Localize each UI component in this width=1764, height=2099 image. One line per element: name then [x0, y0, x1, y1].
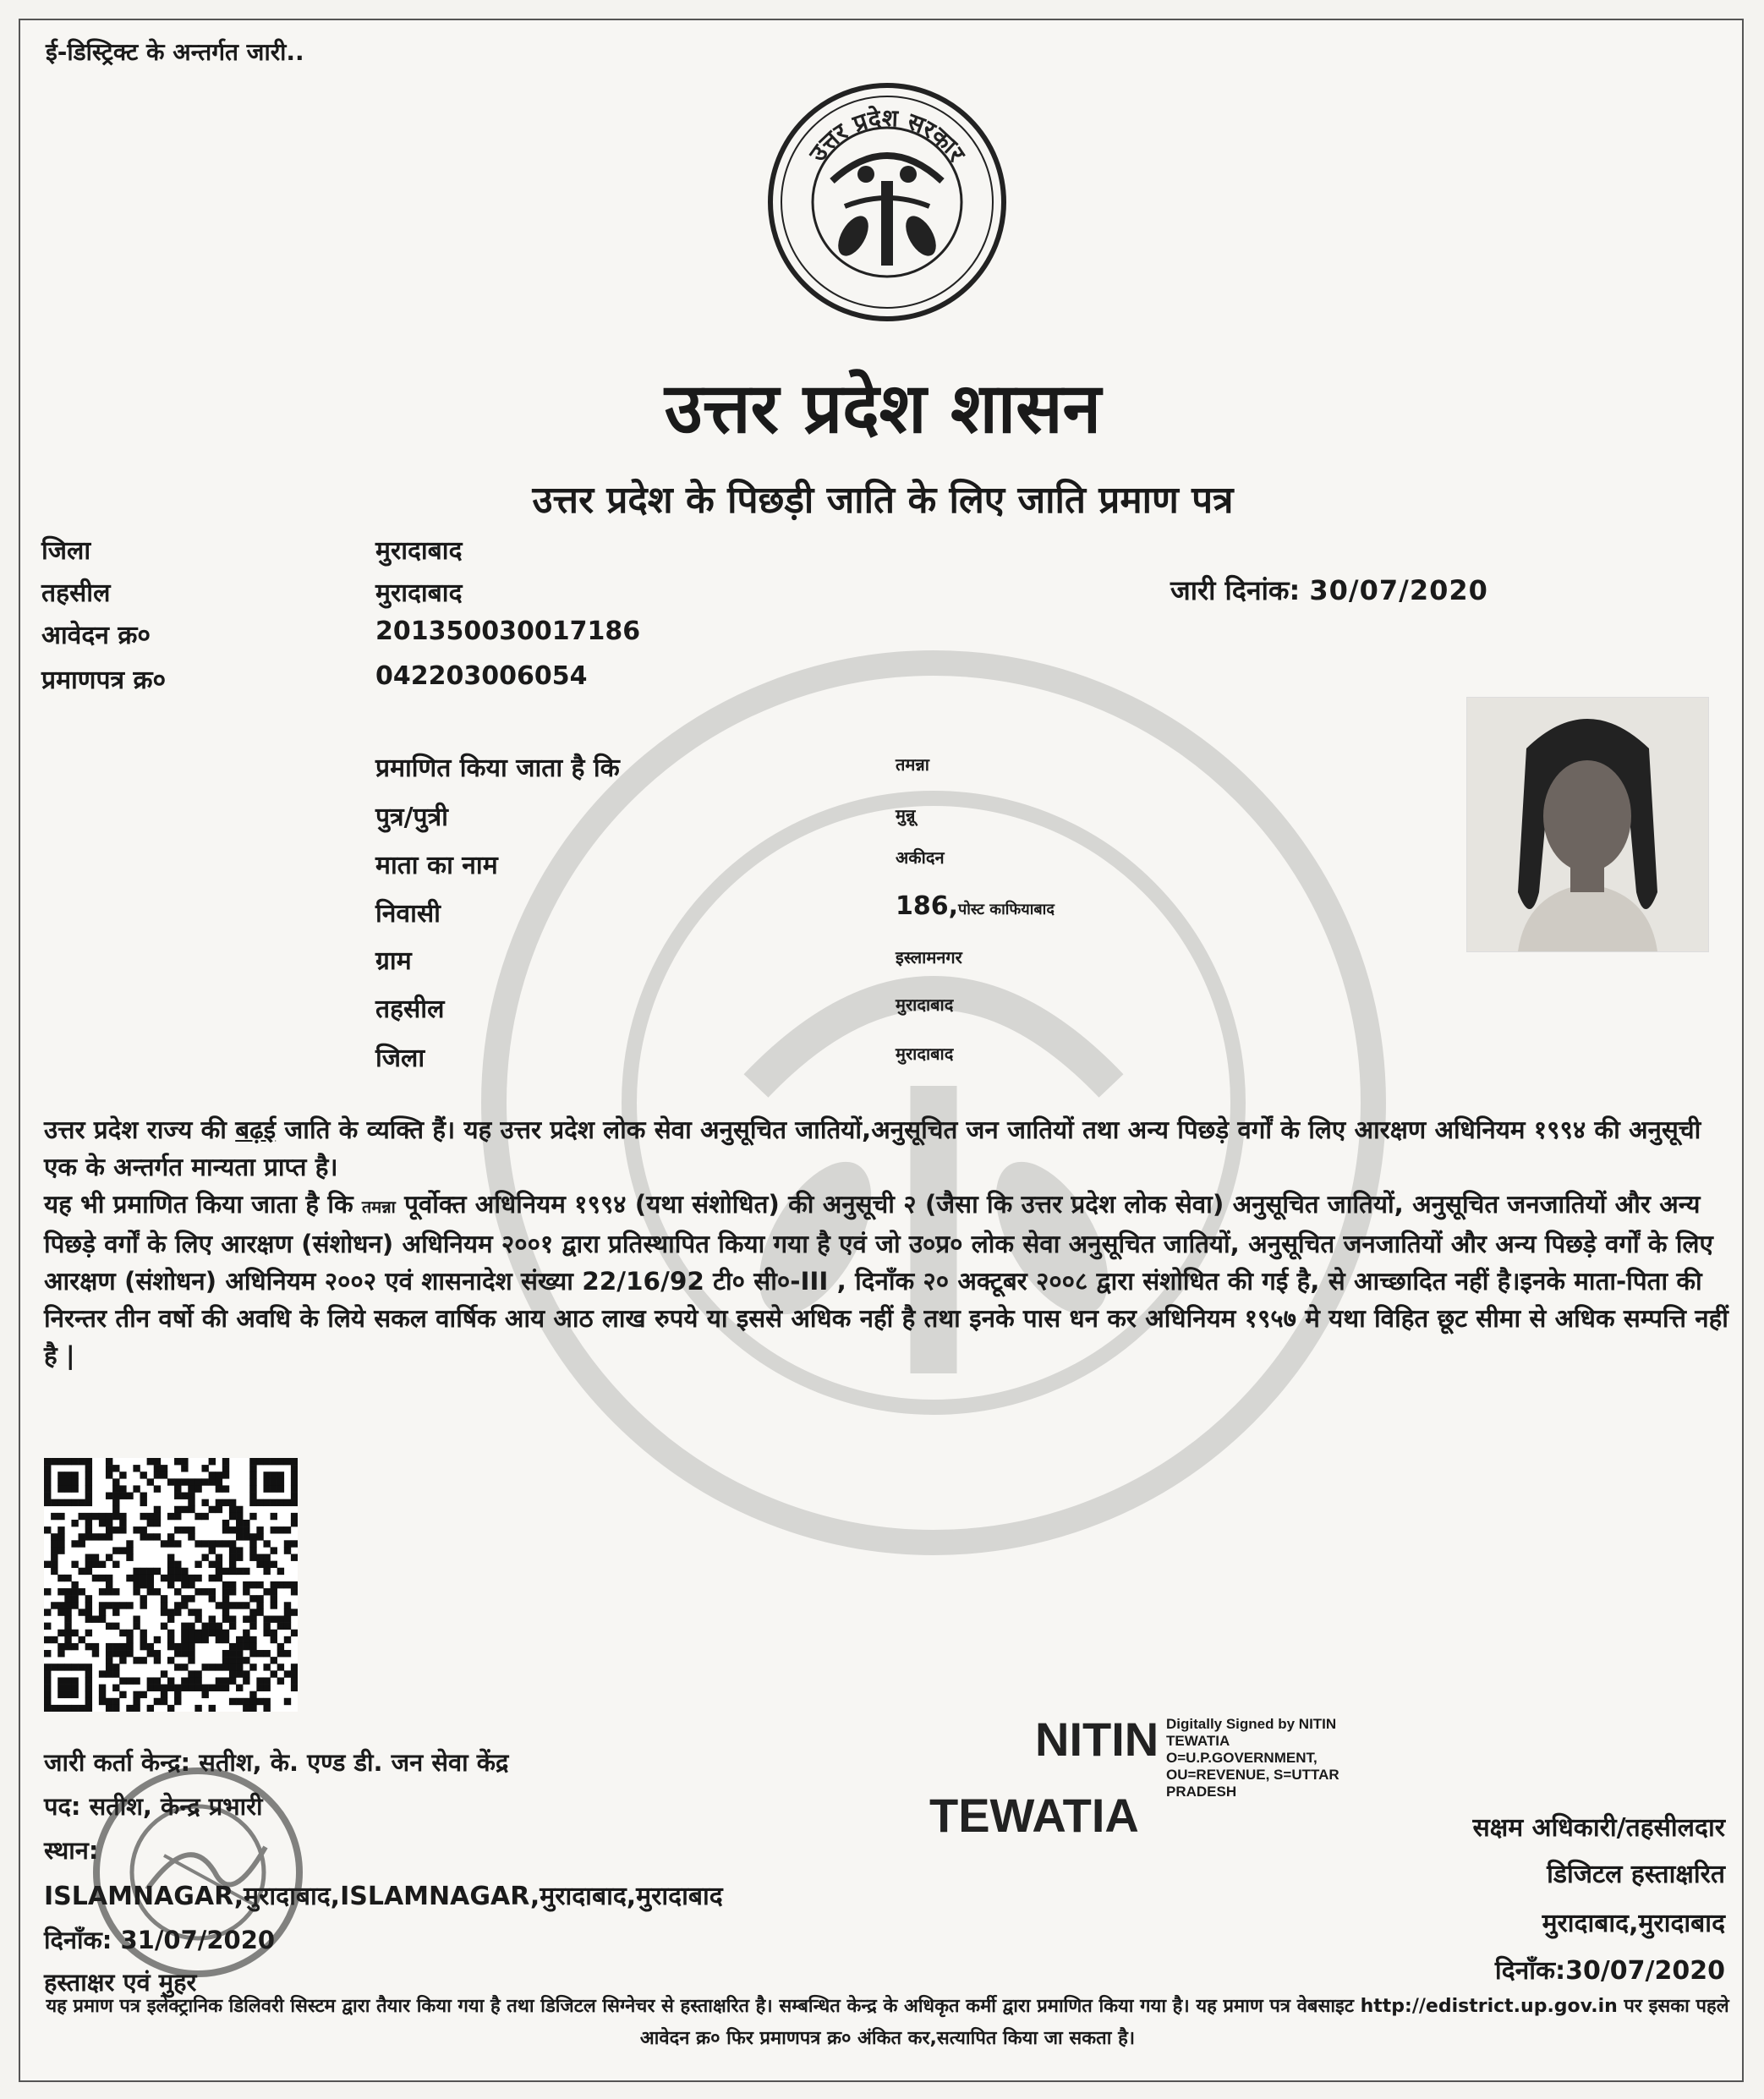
tehsil-value: मुरादाबाद	[375, 578, 463, 608]
application-no-value: 201350030017186	[375, 617, 641, 646]
place-value: ISLAMNAGAR,मुरादाबाद,ISLAMNAGAR,मुरादाबाद,मुरादाबाद	[44, 1882, 723, 1911]
caste-name: बढ़ई	[235, 1115, 277, 1144]
body-p2-b: पूर्वोक्त अधिनियम १९९४ (यथा संशोधित) की अनुसूची २ (जैसा कि उत्तर प्रदेश लोक सेवा) अनुसूचित जातियों, अनुसूचित जनजातियों और अन्य पिछड़े वर्गों के लिए आरक्षण (संशोधन) अधिनियम २००१ द्वारा प्रतिस्थापित किया गया है एवं जो उ०प्र० लोक सेवा अनुसूचित जातियों, अनुसूचित जनजातियों और अन्य पिछड़े वर्गों के लिए आरक्षण (संशोधन) अधिनियम २००२ एवं शासनादेश संख्या 22/16/92 टी० सी०-III , दिनाँक २० अक्टूबर २००८ द्वारा संशोधित की गई है, से आच्छादित नहीं है।इनके माता-पिता की निरन्तर तीन वर्षो की अवधि के लिये सकल वार्षिक आय आठ लाख रुपये या इससे अधिक नहीं है तथा इनके पास धन कर अधिनियम १९५७ मे यथा विहित छूट सीमा से अधिक सम्पत्ति नहीं है |	[44, 1190, 1728, 1370]
document-subtitle: उत्तर प्रदेश के पिछड़ी जाति के लिए जाति प्रमाण पत्र	[532, 479, 1234, 522]
signer-name-line1: NITIN	[1035, 1713, 1159, 1766]
child-of-value: मुन्नू	[896, 805, 916, 825]
issuer-post: पद: सतीश, केन्द्र प्रभारी	[44, 1792, 263, 1821]
tehsil-label: तहसील	[41, 578, 111, 608]
body-p1-a: उत्तर प्रदेश राज्य की	[44, 1115, 236, 1144]
applicant-photo-image	[1467, 698, 1708, 951]
certificate-page	[19, 19, 1744, 2082]
person-tehsil-label: तहसील	[375, 995, 445, 1024]
mother-name-value: अकीदन	[896, 847, 945, 868]
body-paragraph-2	[44, 1186, 1731, 1374]
issue-date-value: 30/07/2020	[1309, 574, 1488, 606]
verification-qr-code	[44, 1458, 298, 1712]
resident-label: निवासी	[375, 899, 441, 929]
village-value: इस्लामनगर	[896, 947, 962, 967]
resident-value	[896, 891, 1055, 921]
certified-value: तमन्ना	[896, 754, 929, 775]
body-paragraph-1	[44, 1111, 1731, 1186]
digital-signature-meta: Digitally Signed by NITIN TEWATIA O=U.P.GOVERNMENT, OU=REVENUE, S=UTTAR PRADESH	[1166, 1716, 1339, 1800]
authority-location: मुरादाबाद,मुरादाबाद	[1542, 1909, 1725, 1938]
certified-label: प्रमाणित किया जाता है कि	[375, 754, 620, 783]
footer-note: यह प्रमाण पत्र इलेक्ट्रानिक डिलिवरी सिस्टम द्वारा तैयार किया गया है तथा डिजिटल सिग्नेचर से हस्ताक्षरित है। सम्बन्धित केन्द्र के अधिकृत कर्मी द्वारा प्रमाणित किया गया है। यह प्रमाण पत्र वेबसाइट http://edistrict.up.gov.in पर इसका पहले आवेदन क्र० फिर प्रमाणपत्र क्र० अंकित कर,सत्यापित किया जा सकता है।	[46, 1996, 1729, 2049]
issue-date	[1170, 572, 1488, 608]
child-of-label: पुत्र/पुत्री	[375, 803, 448, 832]
document-title: उत्तर प्रदेश शासन	[664, 368, 1102, 449]
issue-date-label: जारी दिनांक:	[1170, 574, 1301, 606]
signer-name-line2: TEWATIA	[929, 1789, 1139, 1842]
person-district-label: जिला	[375, 1044, 425, 1073]
resident-number: 186,	[896, 891, 959, 921]
district-value: मुरादाबाद	[375, 536, 463, 566]
certificate-body	[44, 1111, 1731, 1374]
seal-label: हस्ताक्षर एवं मुहर	[44, 1968, 197, 1997]
certificate-no-value: 042203006054	[375, 661, 588, 691]
village-label: ग्राम	[375, 946, 412, 976]
application-no-label: आवेदन क्र०	[41, 621, 151, 650]
issuer-date: दिनाँक: 31/07/2020	[44, 1926, 276, 1954]
svg-text:उत्तर प्रदेश सरकार: उत्तर प्रदेश सरकार	[803, 103, 972, 167]
district-label: जिला	[41, 536, 91, 566]
authority-designation: सक्षम अधिकारी/तहसीलदार	[1472, 1813, 1725, 1843]
body-p1-b: जाति के व्यक्ति हैं। यह उत्तर प्रदेश लोक सेवा अनुसूचित जातियों,अनुसूचित जन जातियों तथा अन्य पिछड़े वर्गों के लिए आरक्षण अधिनियम १९९४ की अनुसूची एक के अन्तर्गत मान्यता प्राप्त है।	[44, 1115, 1701, 1181]
person-district-value: मुरादाबाद	[896, 1044, 954, 1064]
up-state-emblem	[764, 79, 1010, 325]
body-p2-name: तमन्ना	[361, 1197, 396, 1217]
authority-date: दिनाँक:30/07/2020	[1494, 1956, 1725, 1986]
issuing-center: जारी कर्ता केन्द्र: सतीश, के. एण्ड डी. जन सेवा केंद्र	[44, 1748, 509, 1777]
header-note: ई-डिस्ट्रिक्ट के अन्तर्गत जारी..	[46, 38, 304, 66]
mother-name-label: माता का नाम	[375, 851, 498, 880]
resident-post: पोस्ट काफियाबाद	[958, 901, 1055, 918]
applicant-photo	[1466, 697, 1709, 952]
body-p2-a: यह भी प्रमाणित किया जाता है कि	[44, 1190, 362, 1219]
certificate-no-label: प्रमाणपत्र क्र०	[41, 666, 167, 695]
person-tehsil-value: मुरादाबाद	[896, 995, 954, 1015]
issuer-round-stamp	[88, 1762, 308, 1982]
authority-digital-signed: डिजिटल हस्ताक्षरित	[1547, 1860, 1725, 1889]
place-label: स्थान:	[44, 1836, 99, 1865]
